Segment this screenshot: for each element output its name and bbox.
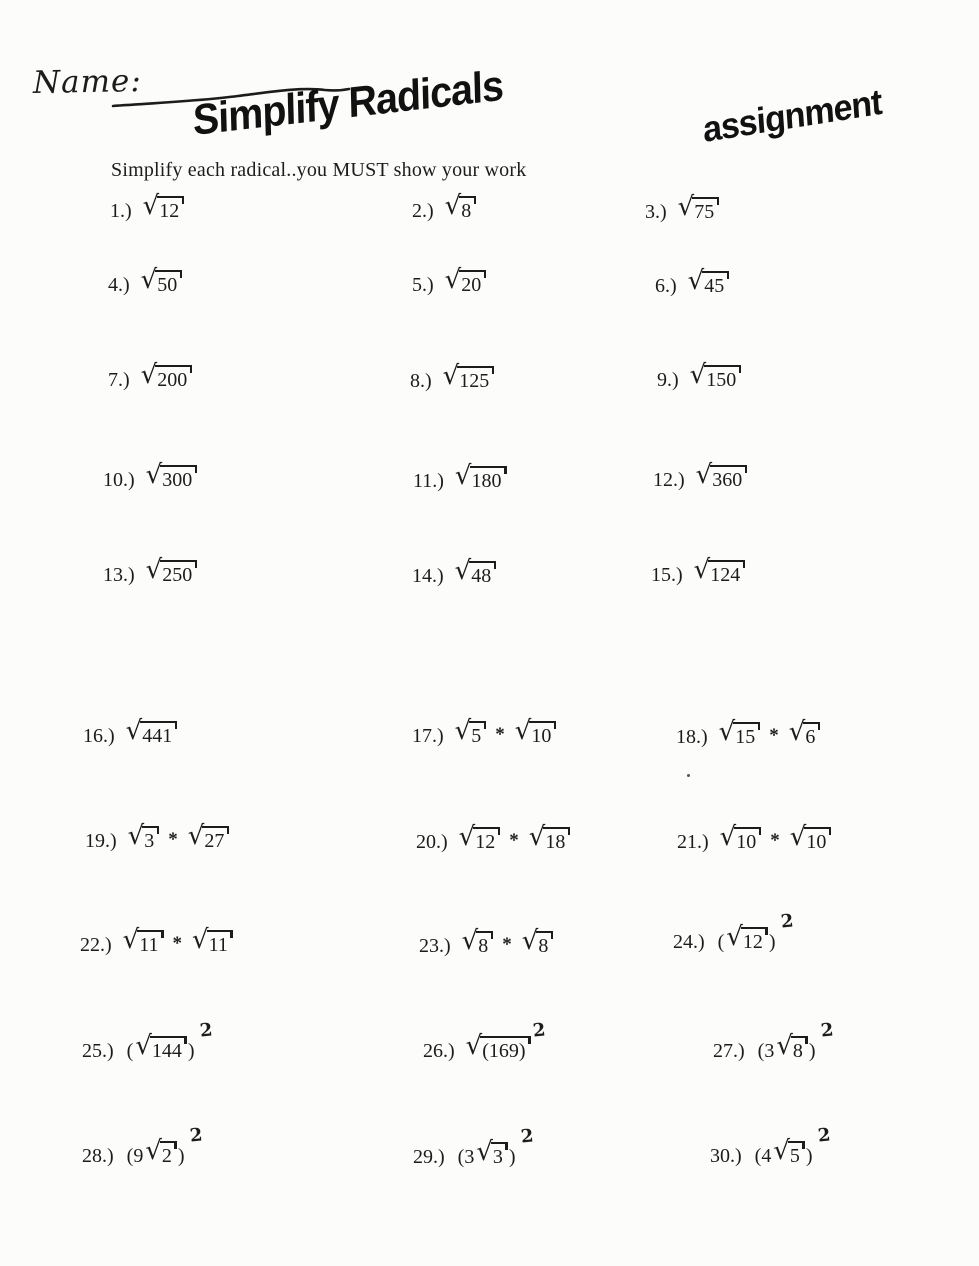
radicand: 12 bbox=[473, 827, 499, 852]
radical bbox=[444, 191, 476, 222]
worksheet-title: Simplify Radicals bbox=[192, 61, 504, 146]
radical-sign-icon: √ bbox=[122, 925, 140, 955]
radicand: 3 bbox=[491, 1142, 507, 1167]
radical bbox=[693, 555, 745, 586]
problem-number: 10.) bbox=[103, 469, 135, 491]
radical-sign-icon: √ bbox=[476, 1137, 493, 1167]
radical bbox=[788, 717, 820, 748]
problem-expression bbox=[454, 716, 556, 747]
problem-number: 26.) bbox=[423, 1040, 455, 1062]
name-label: Name: bbox=[32, 63, 143, 101]
problem-number: 5.) bbox=[412, 274, 434, 296]
radicand: 8 bbox=[476, 931, 492, 956]
problem-expression bbox=[122, 925, 232, 956]
radical bbox=[145, 1136, 176, 1167]
exponent: 2 bbox=[198, 1019, 214, 1042]
problem-expression bbox=[718, 717, 820, 748]
exponent: 2 bbox=[188, 1124, 204, 1147]
problem-expression bbox=[456, 1125, 535, 1168]
problem-number: 7.) bbox=[108, 369, 130, 391]
problem-expression bbox=[687, 266, 729, 297]
problem-22 bbox=[80, 925, 232, 956]
problem-expression bbox=[145, 460, 197, 491]
problem-expression bbox=[753, 1124, 832, 1167]
radical bbox=[442, 361, 494, 392]
radical-sign-icon: √ bbox=[788, 717, 806, 747]
radicand: 10 bbox=[804, 827, 830, 852]
problem-expression bbox=[756, 1019, 835, 1062]
radical bbox=[521, 926, 553, 957]
problem-number: 25.) bbox=[82, 1040, 114, 1062]
radical bbox=[465, 1031, 530, 1062]
problem-7 bbox=[108, 360, 191, 391]
radical bbox=[135, 1031, 186, 1062]
radical-sign-icon: √ bbox=[789, 822, 807, 852]
problem-number: 29.) bbox=[413, 1146, 445, 1168]
paren-text: (3 bbox=[457, 1146, 475, 1168]
multiply-operator: * bbox=[495, 724, 505, 745]
problem-6 bbox=[655, 266, 728, 297]
radicand: 125 bbox=[457, 366, 493, 391]
radical bbox=[718, 717, 760, 748]
radicand: 20 bbox=[459, 270, 485, 295]
problem-number: 19.) bbox=[85, 830, 117, 852]
radical-sign-icon: √ bbox=[687, 266, 705, 296]
problem-number: 15.) bbox=[651, 564, 683, 586]
radicand: 3 bbox=[142, 826, 158, 851]
radical bbox=[187, 821, 229, 852]
problem-expression bbox=[716, 910, 795, 953]
problem-20 bbox=[416, 822, 569, 853]
radical-sign-icon: √ bbox=[444, 191, 462, 221]
instructions-text: Simplify each radical..you MUST show your work bbox=[111, 159, 527, 181]
radical-sign-icon: √ bbox=[454, 556, 472, 586]
radical-sign-icon: √ bbox=[192, 925, 209, 955]
radical-sign-icon: √ bbox=[461, 926, 479, 956]
radical bbox=[687, 266, 729, 297]
radicand: 15 bbox=[733, 722, 759, 747]
radical-sign-icon: √ bbox=[689, 360, 707, 390]
multiply-operator: * bbox=[502, 934, 512, 955]
problem-number: 22.) bbox=[80, 934, 112, 956]
paren-text: ) bbox=[768, 931, 776, 953]
problem-24 bbox=[673, 910, 795, 953]
problem-12 bbox=[653, 460, 746, 491]
problem-number: 13.) bbox=[103, 564, 135, 586]
problem-expression bbox=[693, 555, 745, 586]
radical bbox=[458, 822, 500, 853]
radical-sign-icon: √ bbox=[145, 555, 163, 585]
radicand: 10 bbox=[529, 721, 555, 746]
exponent: 2 bbox=[819, 1019, 835, 1042]
problem-expression bbox=[454, 461, 506, 492]
problem-expression bbox=[465, 1019, 547, 1062]
radical bbox=[528, 822, 570, 853]
paren-text: (3 bbox=[757, 1040, 775, 1062]
radical-sign-icon: √ bbox=[140, 360, 158, 390]
problem-expression bbox=[442, 361, 494, 392]
radical-sign-icon: √ bbox=[773, 1136, 790, 1166]
problem-23 bbox=[419, 926, 552, 957]
radical-sign-icon: √ bbox=[145, 1136, 162, 1166]
radical bbox=[776, 1031, 807, 1062]
multiply-operator: * bbox=[770, 830, 780, 851]
problem-expression bbox=[125, 1124, 204, 1167]
problem-number: 3.) bbox=[645, 201, 667, 223]
radicand: 5 bbox=[469, 721, 485, 746]
radical bbox=[773, 1136, 804, 1167]
radicand: 2 bbox=[160, 1141, 176, 1166]
radical-sign-icon: √ bbox=[140, 265, 158, 295]
problem-21 bbox=[677, 822, 830, 853]
radical bbox=[476, 1137, 507, 1168]
paren-text: (4 bbox=[754, 1145, 772, 1167]
radicand: 45 bbox=[702, 271, 728, 296]
radical bbox=[454, 461, 506, 492]
problem-15 bbox=[651, 555, 744, 586]
problem-18 bbox=[676, 717, 819, 748]
radical-sign-icon: √ bbox=[677, 192, 695, 222]
problem-14 bbox=[412, 556, 495, 587]
paren-text: ( bbox=[126, 1040, 134, 1062]
problem-2 bbox=[412, 191, 475, 222]
problem-expression bbox=[145, 555, 197, 586]
paren-text: ) bbox=[805, 1145, 813, 1167]
radical-sign-icon: √ bbox=[528, 822, 546, 852]
problem-4 bbox=[108, 265, 181, 296]
radical-sign-icon: √ bbox=[142, 191, 160, 221]
radical-sign-icon: √ bbox=[776, 1031, 793, 1061]
problem-26 bbox=[423, 1019, 547, 1062]
radical bbox=[677, 192, 719, 223]
radical bbox=[125, 716, 177, 747]
problem-number: 12.) bbox=[653, 469, 685, 491]
problem-number: 8.) bbox=[410, 370, 432, 392]
assignment-stamp: assignment bbox=[701, 80, 883, 151]
paren-text: ( bbox=[717, 931, 725, 953]
radical-sign-icon: √ bbox=[442, 361, 460, 391]
radicand: 50 bbox=[155, 270, 181, 295]
multiply-operator: * bbox=[769, 725, 779, 746]
problem-5 bbox=[412, 265, 485, 296]
radicand: 10 bbox=[734, 827, 760, 852]
radicand: 11 bbox=[137, 930, 162, 955]
radicand: 180 bbox=[470, 466, 506, 491]
problem-number: 21.) bbox=[677, 831, 709, 853]
problem-number: 1.) bbox=[110, 200, 132, 222]
exponent: 2 bbox=[779, 910, 795, 933]
problem-9 bbox=[657, 360, 740, 391]
paren-text: ) bbox=[187, 1040, 195, 1062]
radical-sign-icon: √ bbox=[695, 460, 713, 490]
problem-10 bbox=[103, 460, 196, 491]
problem-expression bbox=[719, 822, 831, 853]
problem-number: 6.) bbox=[655, 275, 677, 297]
problem-expression bbox=[142, 191, 184, 222]
problem-number: 18.) bbox=[676, 726, 708, 748]
radicand: 300 bbox=[160, 465, 196, 490]
radicand: 200 bbox=[155, 365, 191, 390]
radical bbox=[140, 360, 192, 391]
problem-number: 14.) bbox=[412, 565, 444, 587]
radicand: 75 bbox=[692, 197, 718, 222]
radical bbox=[461, 926, 493, 957]
problem-number: 28.) bbox=[82, 1145, 114, 1167]
radical-sign-icon: √ bbox=[693, 555, 711, 585]
problem-expression bbox=[140, 265, 182, 296]
radical-sign-icon: √ bbox=[127, 821, 145, 851]
radical-sign-icon: √ bbox=[719, 822, 737, 852]
radicand: 150 bbox=[704, 365, 740, 390]
problem-expression bbox=[444, 191, 476, 222]
radical bbox=[695, 460, 747, 491]
radicand: 27 bbox=[202, 826, 228, 851]
radicand: 12 bbox=[157, 196, 183, 221]
problem-number: 30.) bbox=[710, 1145, 742, 1167]
problem-8 bbox=[410, 361, 493, 392]
multiply-operator: * bbox=[509, 830, 519, 851]
problem-17 bbox=[412, 716, 555, 747]
problem-number: 4.) bbox=[108, 274, 130, 296]
radicand: 250 bbox=[160, 560, 196, 585]
problem-expression bbox=[444, 265, 486, 296]
radicand: 8 bbox=[536, 931, 552, 956]
radicand: 124 bbox=[708, 560, 744, 585]
problem-expression bbox=[125, 1019, 214, 1062]
radicand: (169) bbox=[480, 1036, 529, 1061]
multiply-operator: * bbox=[172, 933, 183, 954]
problem-number: 20.) bbox=[416, 831, 448, 853]
radical bbox=[142, 191, 184, 222]
stray-scan-dot bbox=[687, 774, 690, 777]
paren-text: ) bbox=[177, 1145, 185, 1167]
radicand: 8 bbox=[791, 1036, 807, 1061]
radical-sign-icon: √ bbox=[718, 717, 736, 747]
problem-expression bbox=[461, 926, 553, 957]
radicand: 5 bbox=[788, 1141, 804, 1166]
radical bbox=[192, 925, 232, 956]
problem-27 bbox=[713, 1019, 835, 1062]
radicand: 441 bbox=[140, 721, 176, 746]
exponent: 2 bbox=[531, 1019, 547, 1042]
problem-13 bbox=[103, 555, 196, 586]
radical-sign-icon: √ bbox=[465, 1031, 483, 1061]
paren-text: ) bbox=[808, 1040, 816, 1062]
radical-sign-icon: √ bbox=[454, 716, 472, 746]
radicand: 144 bbox=[150, 1036, 186, 1061]
problem-expression bbox=[127, 821, 229, 852]
problem-expression bbox=[454, 556, 496, 587]
problem-number: 17.) bbox=[412, 725, 444, 747]
problem-29 bbox=[413, 1125, 535, 1168]
radical bbox=[454, 716, 486, 747]
problem-number: 24.) bbox=[673, 931, 705, 953]
exponent: 2 bbox=[816, 1124, 832, 1147]
radical bbox=[454, 556, 496, 587]
problem-25 bbox=[82, 1019, 214, 1062]
problem-expression bbox=[689, 360, 741, 391]
problem-expression bbox=[458, 822, 570, 853]
paren-text: ) bbox=[508, 1146, 516, 1168]
radicand: 8 bbox=[459, 196, 475, 221]
problem-19 bbox=[85, 821, 228, 852]
radicand: 12 bbox=[741, 927, 767, 952]
radical bbox=[726, 922, 767, 953]
radical bbox=[145, 460, 197, 491]
radicand: 360 bbox=[710, 465, 746, 490]
problem-expression bbox=[140, 360, 192, 391]
radical bbox=[514, 716, 556, 747]
problem-number: 11.) bbox=[413, 470, 444, 492]
radicand: 48 bbox=[469, 561, 495, 586]
problem-number: 2.) bbox=[412, 200, 434, 222]
radical-sign-icon: √ bbox=[145, 460, 163, 490]
radical-sign-icon: √ bbox=[521, 926, 539, 956]
radical bbox=[122, 925, 163, 956]
radical-sign-icon: √ bbox=[125, 716, 143, 746]
radical bbox=[689, 360, 741, 391]
radical-sign-icon: √ bbox=[726, 922, 743, 952]
problem-16 bbox=[83, 716, 176, 747]
radical-sign-icon: √ bbox=[454, 461, 472, 491]
problem-expression bbox=[677, 192, 719, 223]
multiply-operator: * bbox=[168, 829, 178, 850]
problem-number: 27.) bbox=[713, 1040, 745, 1062]
problem-number: 9.) bbox=[657, 369, 679, 391]
radical-sign-icon: √ bbox=[135, 1031, 152, 1061]
problem-1 bbox=[110, 191, 183, 222]
radical bbox=[140, 265, 182, 296]
radicand: 11 bbox=[207, 930, 232, 955]
radical-sign-icon: √ bbox=[444, 265, 462, 295]
radicand: 6 bbox=[803, 722, 819, 747]
radical-sign-icon: √ bbox=[458, 822, 476, 852]
problem-30 bbox=[710, 1124, 832, 1167]
problem-expression bbox=[125, 716, 177, 747]
problem-3 bbox=[645, 192, 718, 223]
radical bbox=[145, 555, 197, 586]
exponent: 2 bbox=[519, 1125, 535, 1148]
paren-text: (9 bbox=[126, 1145, 144, 1167]
problem-number: 23.) bbox=[419, 935, 451, 957]
problem-number: 16.) bbox=[83, 725, 115, 747]
radical bbox=[719, 822, 761, 853]
problem-28 bbox=[82, 1124, 204, 1167]
radical bbox=[127, 821, 159, 852]
radicand: 18 bbox=[543, 827, 569, 852]
radical-sign-icon: √ bbox=[187, 821, 205, 851]
radical bbox=[789, 822, 831, 853]
radical-sign-icon: √ bbox=[514, 716, 532, 746]
problem-11 bbox=[413, 461, 506, 492]
radical bbox=[444, 265, 486, 296]
problem-expression bbox=[695, 460, 747, 491]
